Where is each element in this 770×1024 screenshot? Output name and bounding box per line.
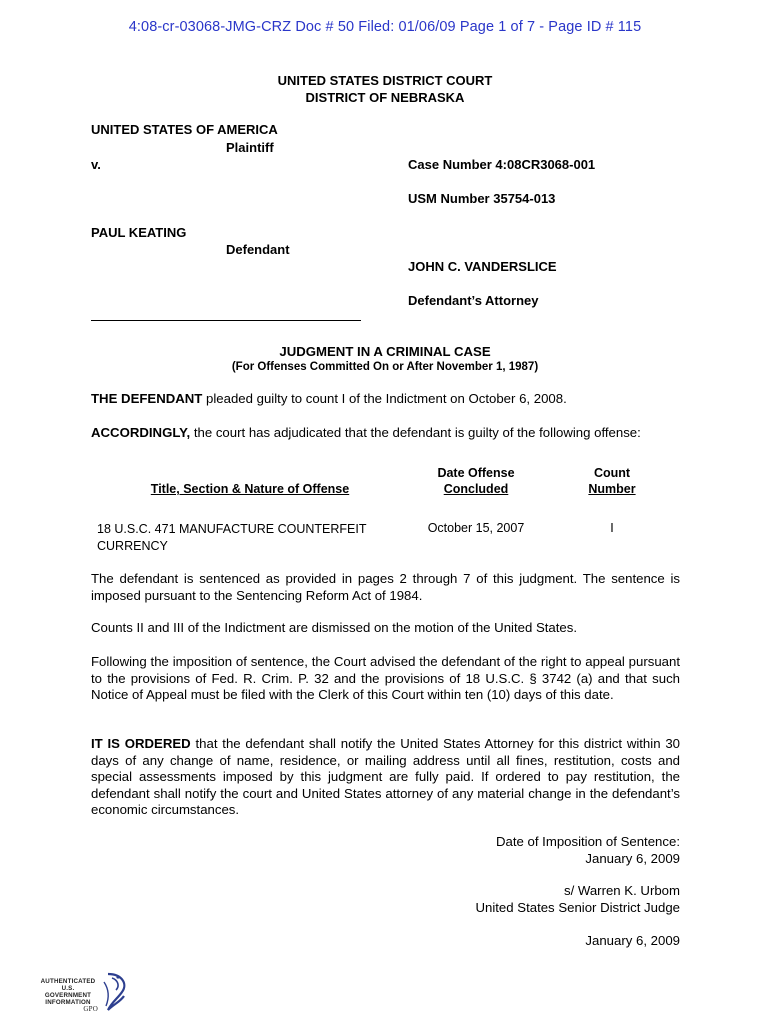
- plaintiff-name: UNITED STATES OF AMERICA: [91, 122, 278, 137]
- judge-signature: s/ Warren K. Urbom: [563, 883, 680, 898]
- offense-description-line2: CURRENCY: [97, 539, 168, 553]
- seal-line-3: INFORMATION: [45, 999, 91, 1006]
- offense-header-date-line1: Date Offense: [437, 466, 515, 480]
- offense-count: I: [610, 521, 614, 535]
- attorney-role: Defendant’s Attorney: [408, 293, 539, 308]
- court-name: UNITED STATES DISTRICT COURT: [277, 73, 493, 88]
- offense-header-count: [572, 465, 652, 497]
- defendant-name: PAUL KEATING: [91, 225, 187, 240]
- judge-title: United States Senior District Judge: [475, 900, 680, 915]
- seal-text: [38, 978, 98, 1013]
- dismissed-paragraph: Counts II and III of the Indictment are dismissed on the motion of the United States.: [91, 620, 578, 635]
- caption-divider: [91, 320, 361, 321]
- judgment-title: JUDGMENT IN A CRIMINAL CASE: [279, 344, 491, 359]
- imposition-date: January 6, 2009: [585, 851, 680, 866]
- appeal-paragraph: Following the imposition of sentence, the Court advised the defendant of the right to appeal pursuant to the provisions of Fed. R. Crim. P. 32 and the provisions of 18 U.S.C. § 3742 (a) and that such Notice of Appeal must be filed with the Clerk of this Court within ten (10) days of this date.: [91, 654, 680, 702]
- plea-lead: THE DEFENDANT: [91, 391, 203, 406]
- offense-header-date: [406, 465, 546, 497]
- sentenced-paragraph: The defendant is sentenced as provided in pages 2 through 7 of this judgment. The sentence is imposed pursuant to the Sentencing Reform Act of 1984.: [91, 571, 680, 603]
- table-row: [97, 521, 367, 555]
- offense-header-count-line2: Number: [588, 482, 636, 496]
- imposition-label: Date of Imposition of Sentence:: [495, 834, 680, 849]
- case-number: Case Number 4:08CR3068-001: [408, 157, 596, 172]
- defendant-role: Defendant: [226, 242, 290, 257]
- ordered-text: that the defendant shall notify the United States Attorney for this district within 30 days of any change of name, residence, or mailing address until all fines, restitution, costs and special assessments imposed by this judgment are fully paid. If ordered to pay restitution, the defendant shall notify the court and United States attorney of any material change in the defendant’s economic circumstances.: [91, 736, 680, 817]
- court-district: DISTRICT OF NEBRASKA: [305, 90, 465, 105]
- plea-paragraph: [91, 391, 680, 408]
- plea-text: pleaded guilty to count I of the Indictment on October 6, 2008.: [202, 391, 567, 406]
- accordingly-lead: ACCORDINGLY,: [91, 425, 191, 440]
- offense-header-title: Title, Section & Nature of Offense: [150, 482, 350, 496]
- accordingly-text: the court has adjudicated that the defendant is guilty of the following offense:: [190, 425, 641, 440]
- accordingly-paragraph: [91, 425, 680, 442]
- court-heading: [0, 72, 770, 106]
- seal-line-4: GPO: [83, 1005, 98, 1013]
- versus-label: v.: [91, 157, 101, 172]
- usm-number: USM Number 35754-013: [408, 191, 556, 206]
- ordered-lead: IT IS ORDERED: [91, 736, 191, 751]
- signature-date: January 6, 2009: [585, 933, 680, 948]
- seal-line-1: AUTHENTICATED: [40, 978, 96, 985]
- plaintiff-role: Plaintiff: [226, 140, 274, 155]
- ordered-paragraph: [91, 736, 680, 819]
- filing-header: 4:08-cr-03068-JMG-CRZ Doc # 50 Filed: 01/06/09 Page 1 of 7 - Page ID # 115: [128, 19, 642, 35]
- offense-description-line1: 18 U.S.C. 471 MANUFACTURE COUNTERFEIT: [97, 522, 367, 536]
- gpo-authentication-seal: [38, 968, 134, 1016]
- offense-header-count-line1: Count: [593, 466, 631, 480]
- seal-line-2: U.S. GOVERNMENT: [44, 985, 92, 999]
- offense-date: October 15, 2007: [427, 521, 525, 535]
- offense-header-date-line2: Concluded: [443, 482, 509, 496]
- judgment-subtitle: (For Offenses Committed On or After November 1, 1987): [231, 361, 539, 373]
- attorney-name: JOHN C. VANDERSLICE: [408, 259, 557, 274]
